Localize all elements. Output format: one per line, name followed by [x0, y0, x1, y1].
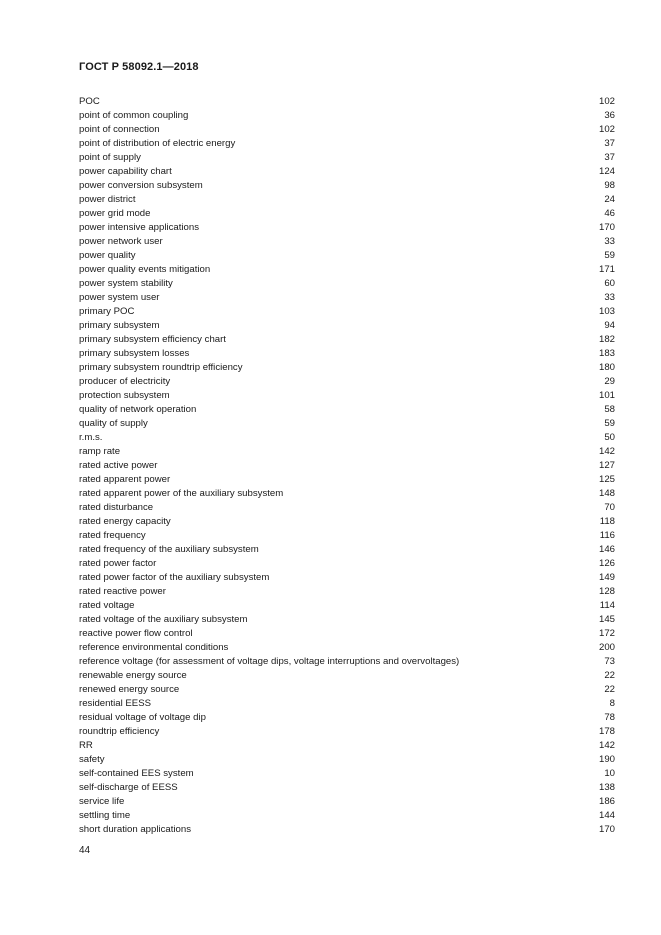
index-term: renewable energy source — [79, 670, 187, 681]
index-page-ref: 128 — [598, 586, 615, 597]
index-term: rated active power — [79, 460, 158, 471]
index-term: primary subsystem losses — [79, 348, 190, 359]
index-term: quality of network operation — [79, 404, 197, 415]
index-page-ref: 126 — [598, 558, 615, 569]
index-entry — [79, 613, 615, 627]
index-entry — [79, 641, 615, 655]
index-entry — [79, 809, 615, 823]
index-term: RR — [79, 740, 93, 751]
index-term: residual voltage of voltage dip — [79, 712, 206, 723]
index-entry — [79, 193, 615, 207]
index-page-ref: 22 — [604, 684, 615, 695]
index-entry — [79, 109, 615, 123]
index-entry — [79, 305, 615, 319]
index-entry — [79, 711, 615, 725]
index-entry — [79, 137, 615, 151]
index-term: POC — [79, 96, 100, 107]
index-entry — [79, 599, 615, 613]
index-term: renewed energy source — [79, 684, 180, 695]
index-page-ref: 138 — [598, 782, 615, 793]
index-page-ref: 200 — [598, 642, 615, 653]
index-page-ref: 33 — [604, 292, 615, 303]
index-term: rated apparent power of the auxiliary subsystem — [79, 488, 284, 499]
index-entry — [79, 319, 615, 333]
index-entry — [79, 417, 615, 431]
index-page-ref: 24 — [604, 194, 615, 205]
document-header: ГОСТ Р 58092.1—2018 — [79, 61, 199, 73]
index-page-ref: 183 — [598, 348, 615, 359]
index-page-ref: 178 — [598, 726, 615, 737]
index-entry — [79, 235, 615, 249]
index-page-ref: 36 — [604, 110, 615, 121]
index-page-ref: 171 — [598, 264, 615, 275]
index-term: quality of supply — [79, 418, 148, 429]
index-term: rated voltage — [79, 600, 135, 611]
index-page-ref: 127 — [598, 460, 615, 471]
index-term: rated frequency of the auxiliary subsystem — [79, 544, 259, 555]
index-page-ref: 46 — [604, 208, 615, 219]
index-entry — [79, 473, 615, 487]
index-term: power grid mode — [79, 208, 151, 219]
index-term: service life — [79, 796, 125, 807]
index-term: self-discharge of EESS — [79, 782, 178, 793]
index-entry — [79, 95, 615, 109]
index-entry — [79, 459, 615, 473]
index-entry — [79, 725, 615, 739]
index-page-ref: 103 — [598, 306, 615, 317]
index-entry — [79, 375, 615, 389]
index-entry — [79, 669, 615, 683]
index-entry — [79, 249, 615, 263]
index-term: point of connection — [79, 124, 160, 135]
index-page-ref: 142 — [598, 446, 615, 457]
index-entry — [79, 263, 615, 277]
index-entry — [79, 403, 615, 417]
index-term: reactive power flow control — [79, 628, 193, 639]
page-number: 44 — [79, 845, 91, 856]
index-term: r.m.s. — [79, 432, 103, 443]
index-term: protection subsystem — [79, 390, 170, 401]
index-page-ref: 10 — [604, 768, 615, 779]
index-term: primary subsystem roundtrip efficiency — [79, 362, 243, 373]
index-page-ref: 142 — [598, 740, 615, 751]
index-page-ref: 101 — [598, 390, 615, 401]
index-entry — [79, 431, 615, 445]
index-page-ref: 60 — [604, 278, 615, 289]
index-term: rated power factor — [79, 558, 157, 569]
index-term: rated power factor of the auxiliary subsystem — [79, 572, 270, 583]
index-entry — [79, 683, 615, 697]
index-page-ref: 50 — [604, 432, 615, 443]
index-entry — [79, 753, 615, 767]
index-entry — [79, 361, 615, 375]
index-page-ref: 78 — [604, 712, 615, 723]
index-page-ref: 170 — [598, 222, 615, 233]
index-page-ref: 98 — [604, 180, 615, 191]
index-page-ref: 116 — [599, 530, 615, 541]
index-page-ref: 146 — [598, 544, 615, 555]
index-entry — [79, 585, 615, 599]
index-page-ref: 58 — [604, 404, 615, 415]
index-page-ref: 182 — [598, 334, 615, 345]
index-entry — [79, 501, 615, 515]
index-term: safety — [79, 754, 105, 765]
index-term: rated apparent power — [79, 474, 171, 485]
index-entry — [79, 333, 615, 347]
index-term: rated voltage of the auxiliary subsystem — [79, 614, 248, 625]
index-page-ref: 59 — [604, 418, 615, 429]
index-term: primary subsystem — [79, 320, 160, 331]
index-term: power system user — [79, 292, 160, 303]
index-page-ref: 114 — [599, 600, 615, 611]
index-entry — [79, 655, 615, 669]
index-term: power network user — [79, 236, 163, 247]
index-page-ref: 170 — [598, 824, 615, 835]
index-term: ramp rate — [79, 446, 121, 457]
index-page-ref: 180 — [598, 362, 615, 373]
index-entry — [79, 389, 615, 403]
index-page-ref: 148 — [598, 488, 615, 499]
index-page-ref: 33 — [604, 236, 615, 247]
index-entry — [79, 123, 615, 137]
index-page-ref: 145 — [598, 614, 615, 625]
index-entry — [79, 795, 615, 809]
index-page-ref: 172 — [598, 628, 615, 639]
index-entry — [79, 781, 615, 795]
index-entry — [79, 221, 615, 235]
index-entry — [79, 165, 615, 179]
index-term: primary subsystem efficiency chart — [79, 334, 226, 345]
index-page-ref: 125 — [598, 474, 615, 485]
index-page-ref: 118 — [599, 516, 615, 527]
index-list — [79, 95, 615, 837]
index-page-ref: 149 — [598, 572, 615, 583]
index-page-ref: 73 — [604, 656, 615, 667]
index-page-ref: 37 — [604, 152, 615, 163]
index-page-ref: 94 — [604, 320, 615, 331]
index-entry — [79, 445, 615, 459]
index-page-ref: 124 — [598, 166, 615, 177]
index-term: rated energy capacity — [79, 516, 171, 527]
index-term: power conversion subsystem — [79, 180, 203, 191]
index-term: self-contained EES system — [79, 768, 194, 779]
index-term: rated frequency — [79, 530, 146, 541]
index-entry — [79, 543, 615, 557]
index-term: power quality — [79, 250, 136, 261]
index-entry — [79, 627, 615, 641]
index-term: reference voltage (for assessment of voltage dips, voltage interruptions and overvoltages) — [79, 656, 460, 667]
index-term: point of common coupling — [79, 110, 189, 121]
index-entry — [79, 515, 615, 529]
index-page-ref: 70 — [604, 502, 615, 513]
index-entry — [79, 179, 615, 193]
index-term: short duration applications — [79, 824, 191, 835]
index-term: power quality events mitigation — [79, 264, 211, 275]
index-entry — [79, 291, 615, 305]
index-term: power district — [79, 194, 136, 205]
index-page-ref: 37 — [604, 138, 615, 149]
index-page-ref: 186 — [598, 796, 615, 807]
index-page-ref: 144 — [598, 810, 615, 821]
index-term: power capability chart — [79, 166, 172, 177]
index-entry — [79, 697, 615, 711]
index-term: rated disturbance — [79, 502, 154, 513]
index-term: power intensive applications — [79, 222, 199, 233]
index-entry — [79, 151, 615, 165]
index-entry — [79, 571, 615, 585]
index-entry — [79, 767, 615, 781]
index-term: settling time — [79, 810, 131, 821]
index-page-ref: 59 — [604, 250, 615, 261]
index-entry — [79, 529, 615, 543]
index-term: point of supply — [79, 152, 141, 163]
index-term: power system stability — [79, 278, 173, 289]
index-term: rated reactive power — [79, 586, 166, 597]
index-page-ref: 102 — [598, 96, 615, 107]
index-term: producer of electricity — [79, 376, 171, 387]
index-page-ref: 22 — [604, 670, 615, 681]
index-term: point of distribution of electric energy — [79, 138, 236, 149]
index-page-ref: 190 — [598, 754, 615, 765]
index-term: reference environmental conditions — [79, 642, 229, 653]
index-page-ref: 8 — [609, 698, 615, 709]
index-entry — [79, 487, 615, 501]
index-page-ref: 102 — [598, 124, 615, 135]
index-entry — [79, 557, 615, 571]
index-entry — [79, 347, 615, 361]
index-term: primary POC — [79, 306, 135, 317]
index-entry — [79, 207, 615, 221]
index-entry — [79, 277, 615, 291]
index-term: residential EESS — [79, 698, 151, 709]
index-term: roundtrip efficiency — [79, 726, 160, 737]
index-entry — [79, 739, 615, 753]
index-entry — [79, 823, 615, 837]
index-page-ref: 29 — [604, 376, 615, 387]
